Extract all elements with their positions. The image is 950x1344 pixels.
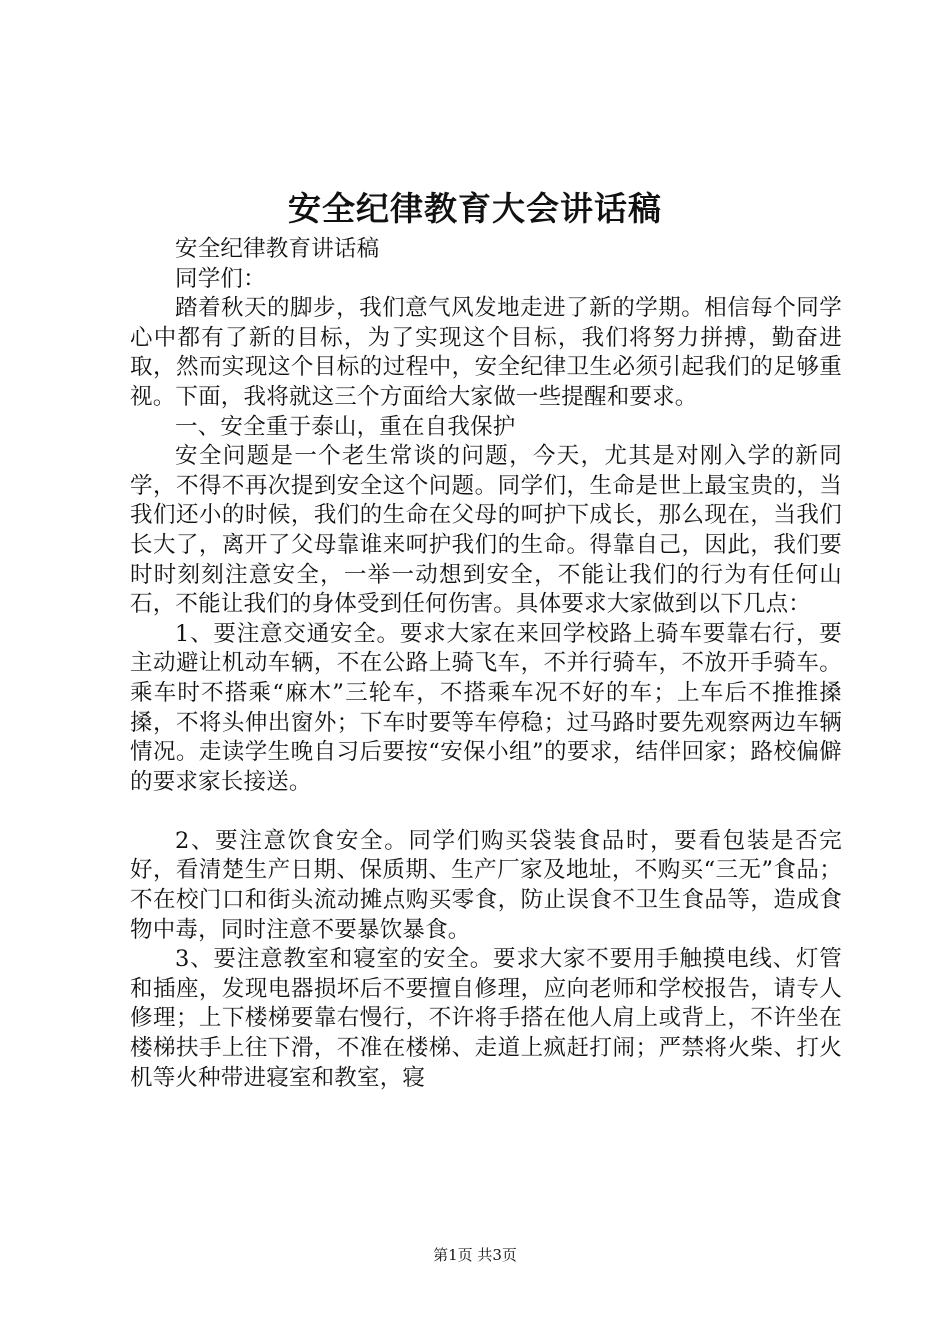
paragraph-food-safety: 2、要注意饮食安全。同学们购买袋装食品时，要看包装是否完好，看清楚生产日期、保质期、生产厂家及地址，不购买“三无”食品；不在校门口和街头流动摊点购买零食，防止误食不卫生食品等，造成食物中毒，同时注意不要暴饮暴食。 bbox=[130, 827, 842, 943]
paragraph-classroom-safety: 3、要注意教室和寝室的安全。要求大家不要用手触摸电线、灯管和插座，发现电器损坏后不要擅自修理，应向老师和学校报告，请专人修理；上下楼梯要靠右慢行，不许将手搭在他人肩上或背上，不许坐在楼梯扶手上往下滑，不准在楼梯、走道上疯赶打闹；严禁将火柴、打火机等火种带进寝室和教室，寝 bbox=[130, 946, 842, 1091]
paragraph-traffic-safety: 1、要注意交通安全。要求大家在来回学校路上骑车要靠右行，要主动避让机动车辆，不在公路上骑飞车，不并行骑车，不放开手骑车。乘车时不搭乘“麻木”三轮车，不搭乘车况不好的车；上车后不推推搡搡，不将头伸出窗外；下车时要等车停稳；过马路时要先观察两边车辆情况。走读学生晚自习后要按“安保小组”的要求，结伴回家；路校偏僻的要求家长接送。 bbox=[130, 620, 842, 795]
section-heading-safety: 一、安全重于泰山，重在自我保护 bbox=[175, 413, 516, 440]
page-number: 第1页 共3页 bbox=[433, 1246, 517, 1264]
paragraph-heading: 安全纪律教育讲话稿 bbox=[175, 236, 380, 262]
document-title: 安全纪律教育大会讲话稿 bbox=[288, 189, 662, 228]
document-body bbox=[130, 235, 842, 1093]
paragraph-safety: 安全问题是一个老生常谈的问题，今天，尤其是对刚入学的新同学，不得不再次提到安全这个问题。同学们，生命是世上最宝贵的，当我们还小的时候，我们的生命在父母的呵护下成长，那么现在，当我们长大了，离开了父母靠谁来呵护我们的生命。得靠自己，因此，我们要时时刻刻注意安全，一举一动想到安全，不能让我们的行为有任何山石，不能让我们的身体受到任何伤害。具体要求大家做到以下几点： bbox=[130, 443, 842, 618]
paragraph-intro: 踏着秋天的脚步，我们意气风发地走进了新的学期。相信每个同学心中都有了新的目标，为了实现这个目标，我们将努力拼搏，勤奋进取，然而实现这个目标的过程中，安全纪律卫生必须引起我们的足够重视。下面，我将就这三个方面给大家做一些提醒和要求。 bbox=[130, 295, 842, 410]
paragraph-greeting: 同学们： bbox=[175, 265, 266, 292]
